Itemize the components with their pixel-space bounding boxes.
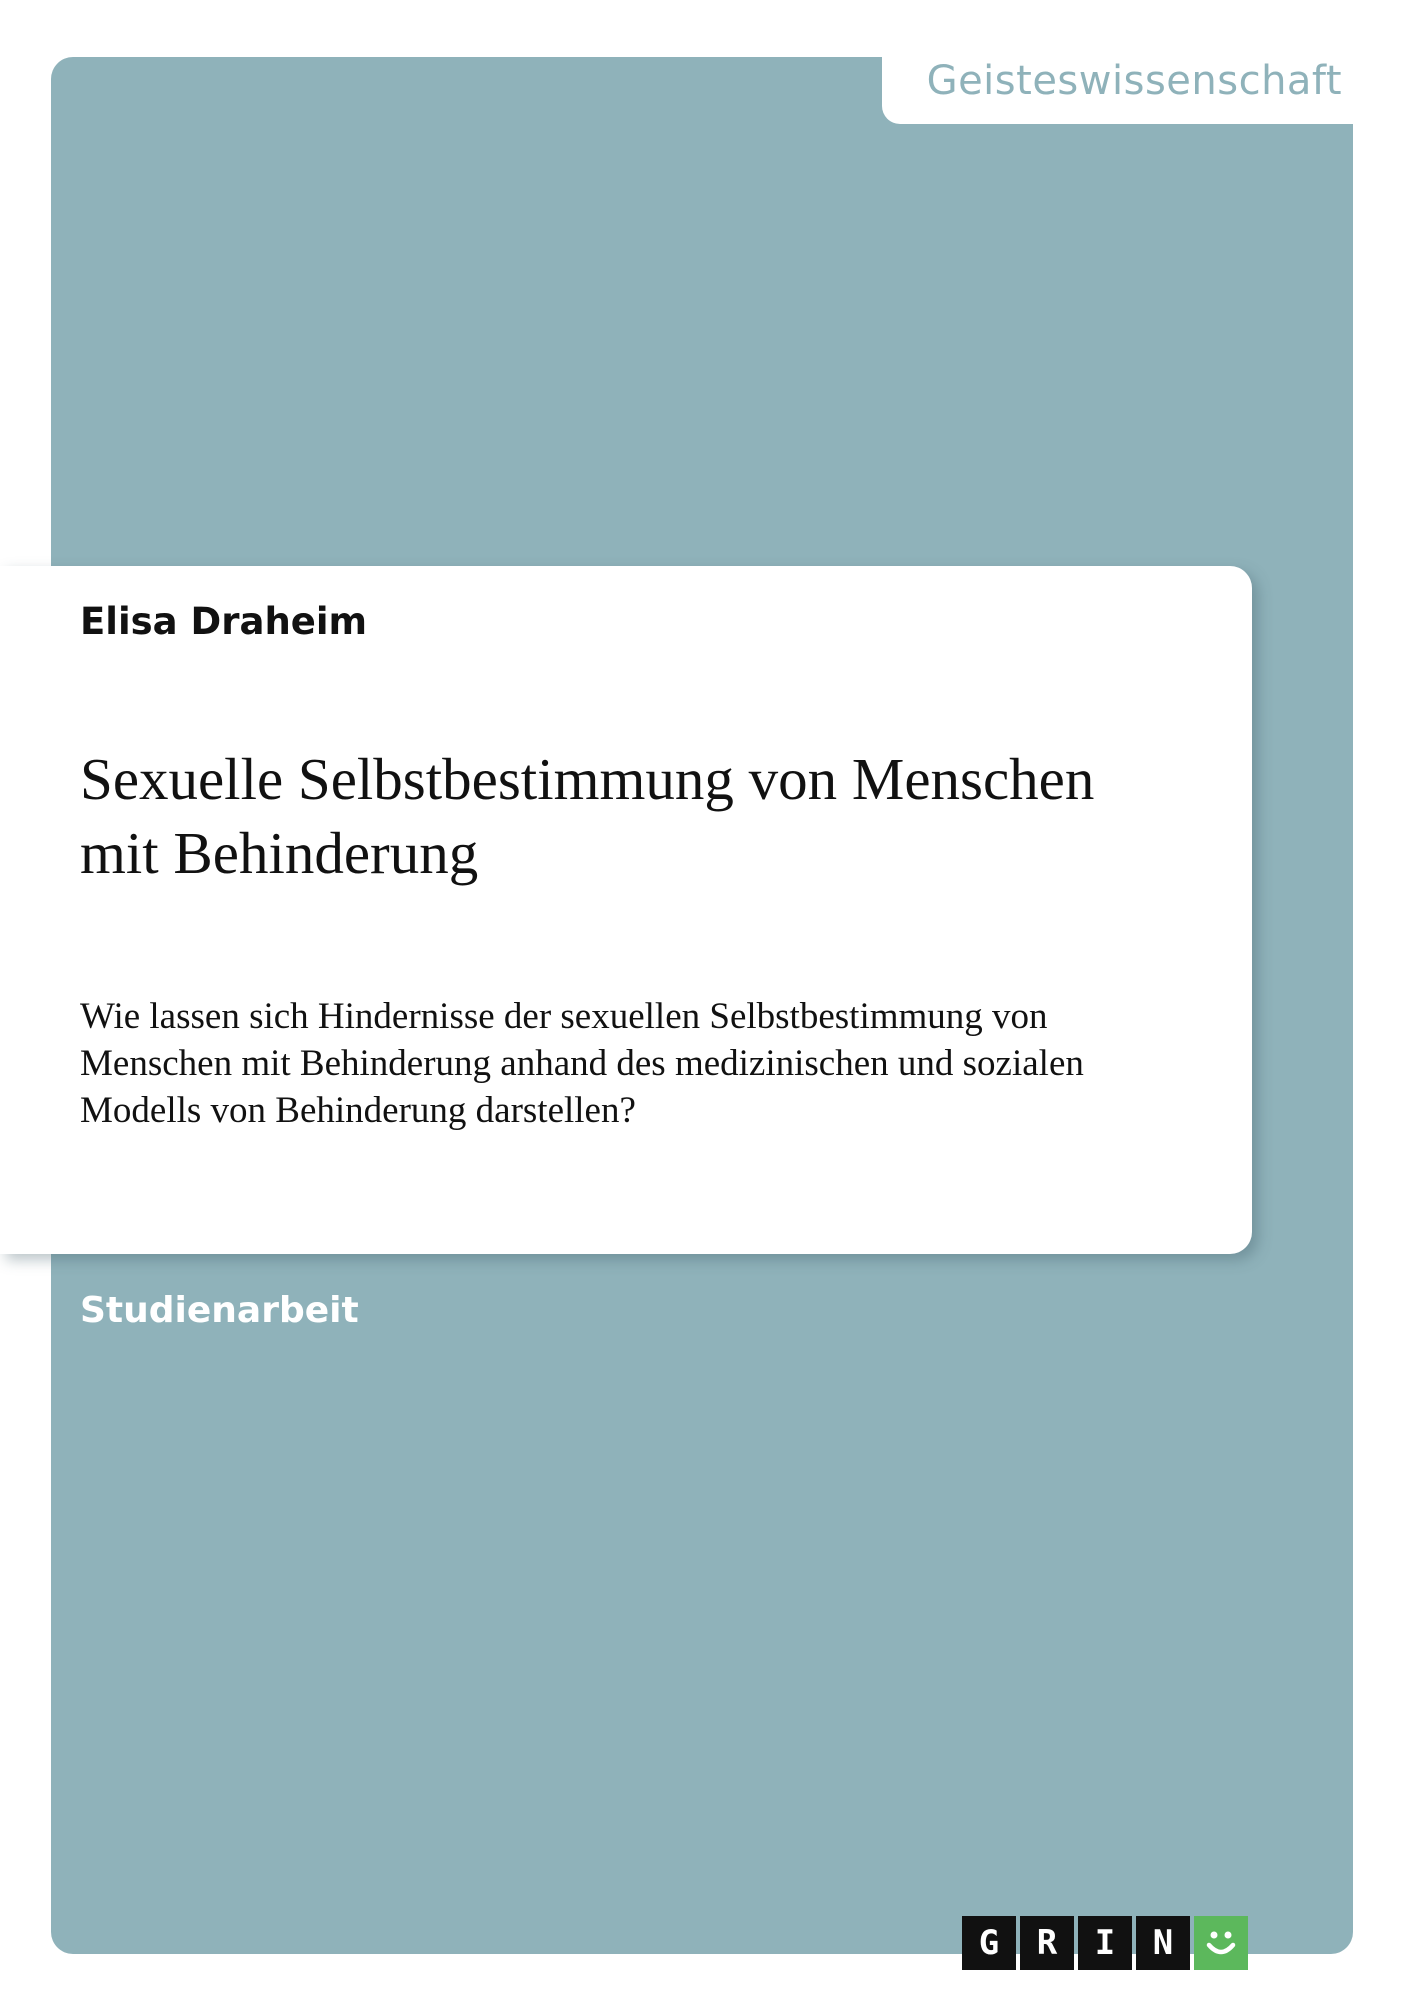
title-card: [0, 566, 1252, 1254]
book-title: [80, 742, 1240, 890]
title-line: mit Behinderung: [80, 820, 479, 886]
logo-letter: N: [1136, 1916, 1190, 1970]
category-label: Geisteswissenschaft: [926, 58, 1342, 104]
logo-letter: I: [1078, 1916, 1132, 1970]
logo-letter: G: [962, 1916, 1016, 1970]
document-type: Studienarbeit: [80, 1290, 359, 1331]
author-name: Elisa Draheim: [80, 600, 368, 643]
subtitle-line: Wie lassen sich Hindernisse der sexuellen Selbstbestimmung von: [80, 996, 1048, 1037]
subtitle-line: Menschen mit Behinderung anhand des medizinischen und sozialen: [80, 1043, 1084, 1084]
subtitle-line: Modells von Behinderung darstellen?: [80, 1090, 636, 1131]
book-subtitle: [80, 993, 1250, 1134]
smile-icon: [1194, 1916, 1248, 1970]
title-line: Sexuelle Selbstbestimmung von Menschen: [80, 746, 1095, 812]
logo-letter: R: [1020, 1916, 1074, 1970]
grin-logo: [962, 1916, 1248, 1970]
